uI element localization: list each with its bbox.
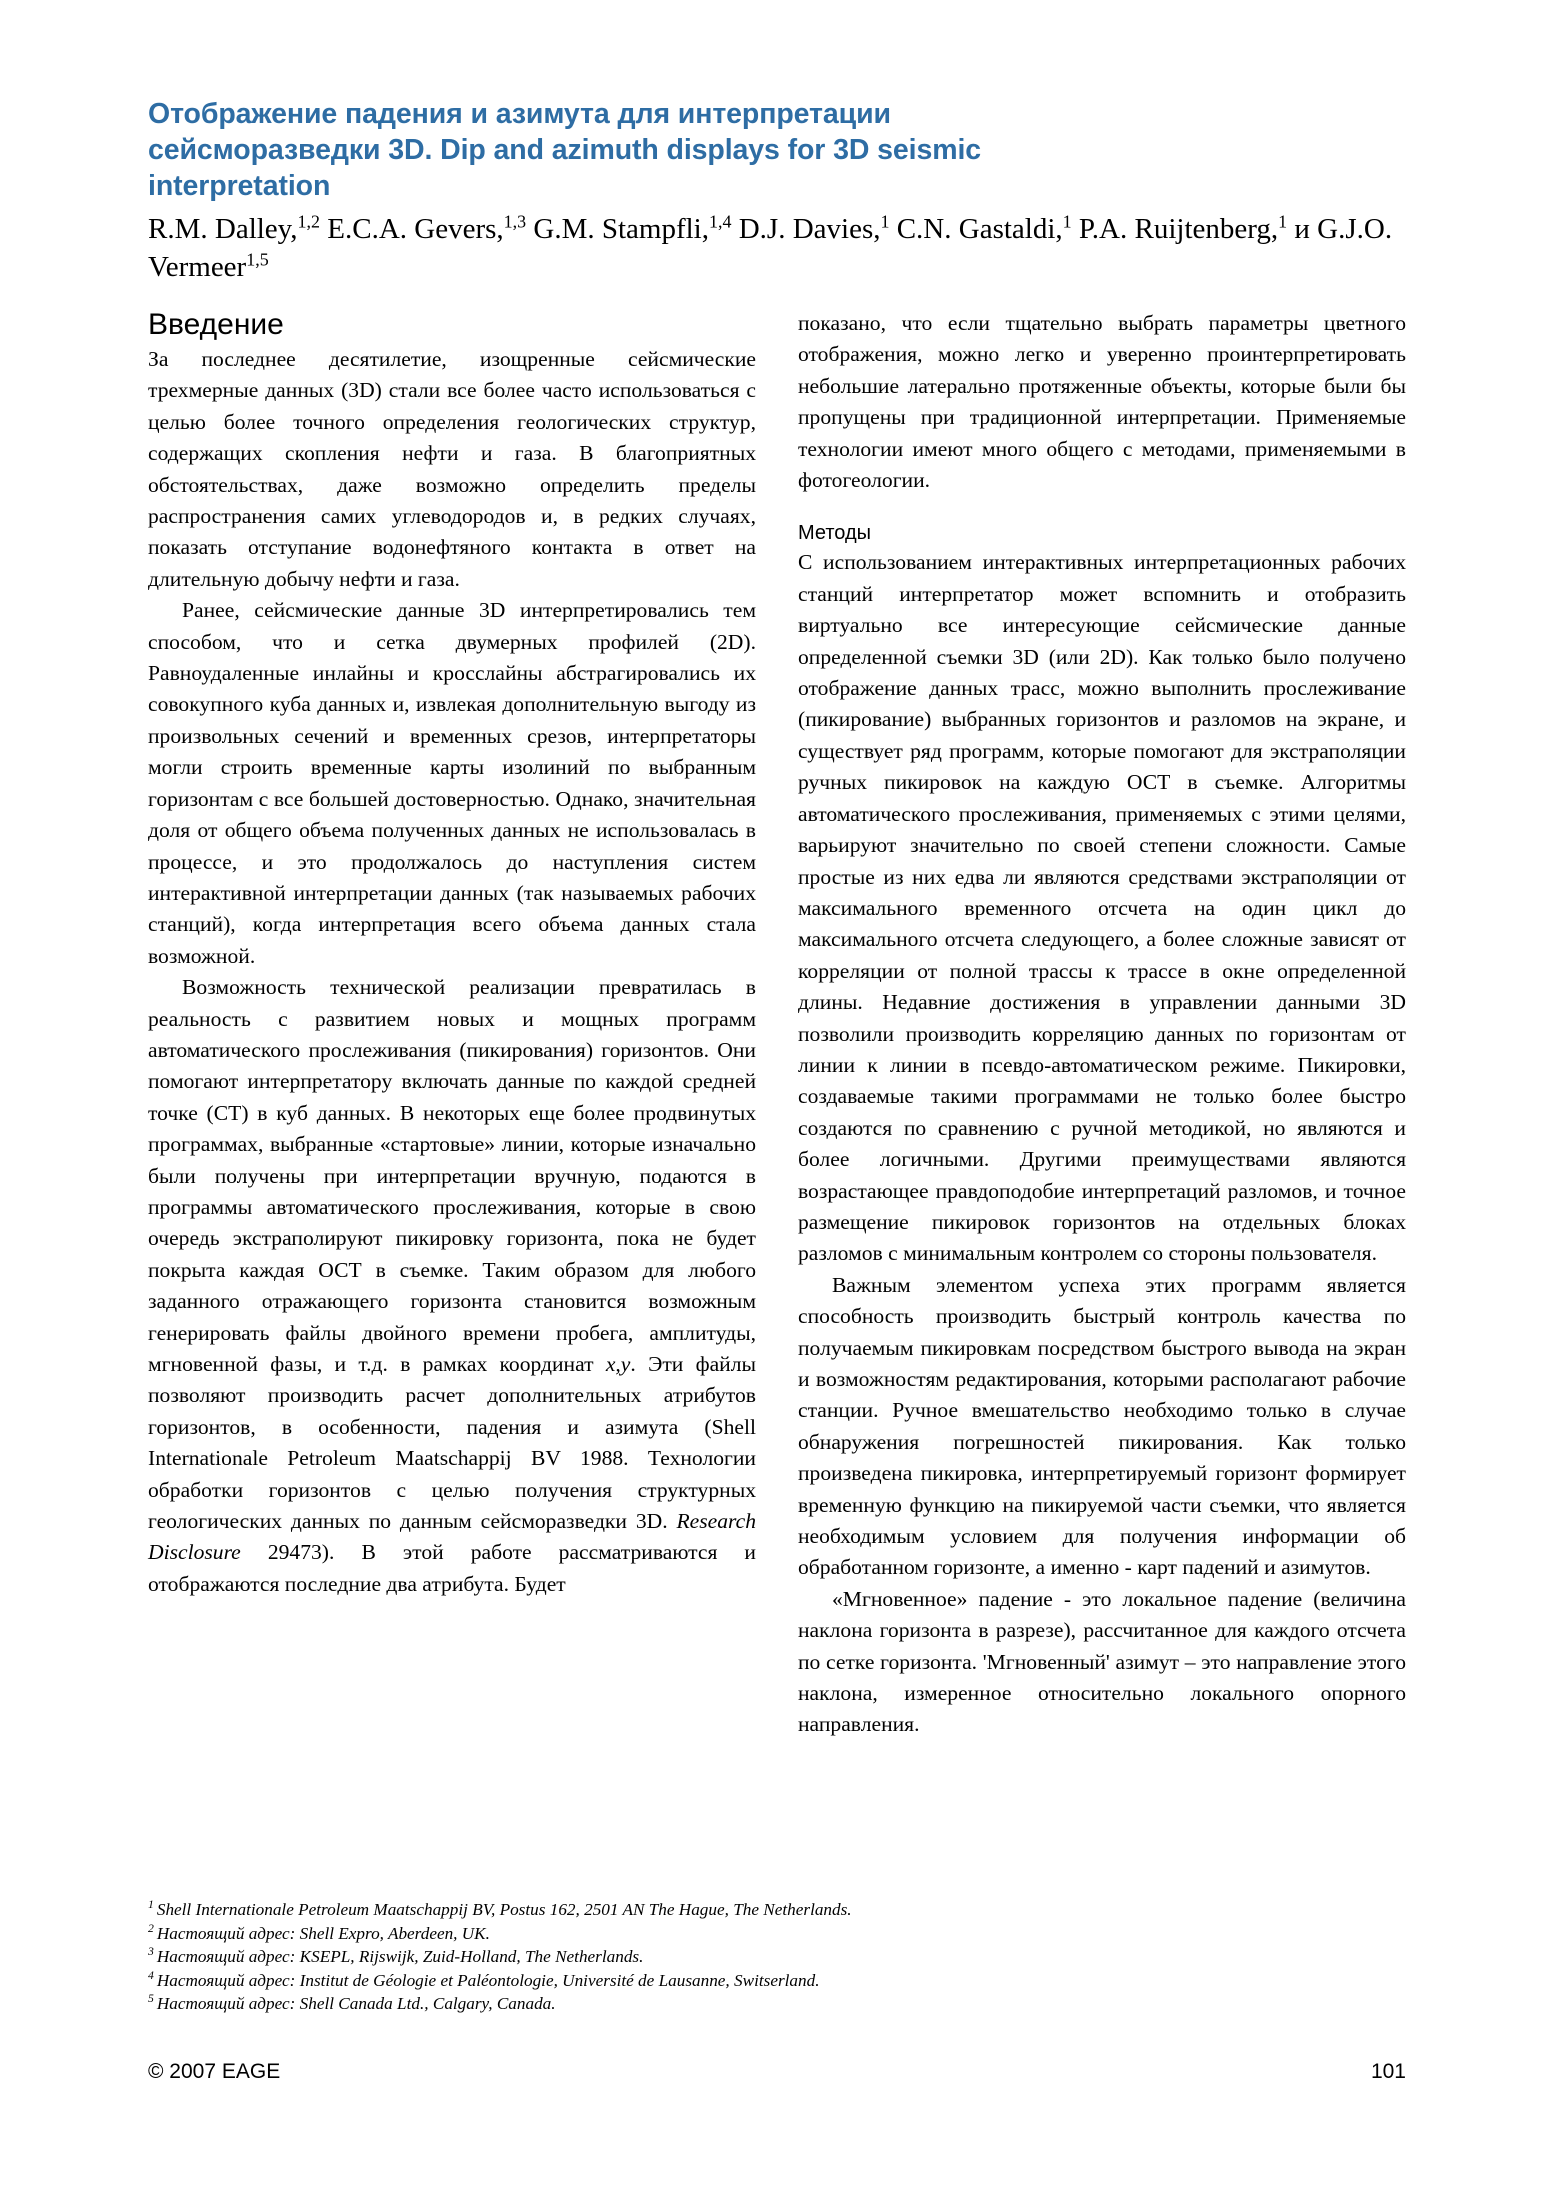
footnote-text: Настоящий адрес: KSEPL, Rijswijk, Zuid-Holland, The Netherlands.	[156, 1947, 644, 1966]
footnote-item	[148, 1969, 1406, 1993]
page-content	[148, 96, 1406, 1741]
page-footer	[148, 2060, 1406, 2084]
paragraph: показано, что если тщательно выбрать параметры цветного отображения, можно легко и уверенно проинтерпретировать небольшие латерально протяженные объекты, которые были бы пропущены при традиционной интерпретации. Применяемые технологии имеют много общего с методами, применяемыми в фотогеологии.	[798, 311, 1406, 493]
paragraph-with-italics	[148, 972, 756, 1600]
footnote-marker: 3	[148, 1945, 154, 1959]
footnote-text: Настоящий адрес: Institut de Géologie et Paléontologie, Université de Lausanne, Switserland.	[156, 1970, 820, 1990]
copyright-notice: © 2007 EAGE	[148, 2060, 281, 2083]
paragraph: Важным элементом успеха этих программ является способность производить быстрый контроль качества по получаемым пикировкам посредством быстрого вывода на экран и возможностям редактирования, которыми располагают рабочие станции. Ручное вмешательство необходимо только в случае обнаружения погрешностей пикирования. Как только произведена пикировка, интерпретируемый горизонт формирует временную функцию на пикируемой части съемки, что является необходимым условием для получения информации об обработанном горизонте, а именно - карт падений и азимутов.	[798, 1272, 1406, 1580]
paragraph: «Мгновенное» падение - это локальное падение (величина наклона горизонта в разрезе), рассчитанное для каждого отсчета по сетке горизонта. 'Мгновенный' азимут – это направление этого наклона, измеренное относительно локального опорного направления.	[798, 1586, 1406, 1737]
footnote-text: Настоящий адрес: Shell Canada Ltd., Calgary, Canada.	[156, 1994, 556, 2013]
page-number: 101	[1370, 2060, 1406, 2083]
paragraph: Ранее, сейсмические данные 3D интерпретировались тем способом, что и сетка двумерных профилей (2D). Равноудаленные инлайны и кросслайны абстрагировались их совокупного куба данных и, извлекая дополнительную выгоду из произвольных сечений и временных срезов, интерпретаторы могли строить временные карты изолиний по выбранным горизонтам с все большей достоверностью. Однако, значительная доля от общего объема полученных данных не использовалась в процессе, и это продолжалось до наступления систем интерактивной интерпретации данных (так называемых рабочих станций), когда интерпретация всего объема данных стала возможной.	[148, 598, 756, 968]
footnote-marker: 1	[148, 1898, 154, 1912]
page-title	[148, 96, 1108, 204]
author-list: R.M. Dalley,$^{1,2}$ E.C.A. Gevers,$^{1,3}$ G.M. Stampfli,$^{1,4}$ D.J. Davies,$^1$ C.N. Gastaldi,$^1$ P.A. Ruijtenberg,$^1$ и G.J.O. Vermeer$^{1,5}$	[148, 211, 1393, 283]
footnote-marker: 4	[148, 1968, 154, 1982]
footnote-item	[148, 1992, 1406, 2016]
footnote-text: Настоящий адрес: Shell Expro, Aberdeen, UK.	[156, 1923, 490, 1943]
body-columns	[148, 308, 1406, 1741]
title-line-3: interpretation	[148, 170, 331, 202]
section-heading-methods: Методы	[798, 522, 872, 545]
paragraph: За последнее десятилетие, изощренные сейсмические трехмерные данных (3D) стали все более часто использоваться с целью более точного определения геологических структур, содержащих скопления нефти и газа. В благоприятных обстоятельствах, даже возможно определить пределы распространения самих углеводородов и, в редких случаях, показать отступание водонефтяного контакта в ответ на длительную добычу нефти и газа.	[148, 347, 756, 591]
italic-coordinates: x,y	[605, 1352, 631, 1376]
footnote-marker: 2	[148, 1921, 154, 1935]
title-line-2: сейсморазведки 3D. Dip and azimuth displays for 3D seismic	[148, 134, 982, 166]
text-run: 29473). В этой работе рассматриваются и отображаются последние два атрибута. Будет	[148, 1540, 756, 1596]
italic-reference-title: Research Disclosure	[148, 1509, 756, 1565]
right-column	[798, 308, 1406, 1741]
footnote-item	[148, 1898, 1406, 1922]
footnote-item	[148, 1922, 1406, 1946]
footnote-marker: 5	[148, 1992, 154, 2006]
paragraph: С использованием интерактивных интерпретационных рабочих станций интерпретатор может вспомнить и отобразить виртуально все интересующие сейсмические данные определенной съемки 3D (или 2D). Как только было получено отображение данных трасс, можно выполнить прослеживание (пикирование) выбранных горизонтов и разломов на экране, и существует ряд программ, которые помогают для экстраполяции ручных пикировок на каждую ОСТ в съемке. Алгоритмы автоматического прослеживания, применяемых с этими целями, варьируют значительно по своей степени сложности. Самые простые из них едва ли являются средствами экстраполяции от максимального временного отсчета на один цикл до максимального отсчета следующего, а более сложные зависят от корреляции от полной трассы к трассе в окне определенной длины. Недавние достижения в управлении данными 3D позволили производить корреляцию данных по горизонтам от линии к линии в псевдо-автоматическом режиме. Пикировки, создаваемые такими программами не только более быстро создаются по сравнению с ручной методикой, но являются и более логичными. Другими преимуществами являются возрастающее правдоподобие интерпретаций разломов, и точное размещение пикировок горизонтов на отдельных блоках разломов с минимальным контролем со стороны пользователя.	[798, 550, 1406, 1266]
title-line-1: Отображение падения и азимута для интерпретации	[148, 98, 891, 130]
footnote-text: Shell Internationale Petroleum Maatschappij BV, Postus 162, 2501 AN The Hague, The Netherlands.	[156, 1900, 852, 1919]
text-run: . Эти файлы позволяют производить расчет дополнительных атрибутов горизонтов, в особенности, падения и азимута (Shell Internationale Petroleum Maatschappij BV 1988. Технологии обработки горизонтов с целью получения структурных геологических данных по данным сейсморазведки 3D.	[148, 1352, 756, 1534]
column-spacer	[798, 496, 1406, 520]
section-heading-introduction: Введение	[148, 308, 284, 341]
footnote-list	[148, 1898, 1406, 2016]
left-column	[148, 308, 756, 1600]
text-run: Возможность технической реализации превратилась в реальность с развитием новых и мощных программ автоматического прослеживания (пикирования) горизонтов. Они помогают интерпретатору включать данные по каждой средней точке (СТ) в куб данных. В некоторых еще более продвинутых программах, выбранные «стартовые» линии, которые изначально были получены при интерпретации вручную, подаются в программы автоматического прослеживания, которые в свою очередь экстраполируют пикировку горизонта, пока не будет покрыта каждая ОСТ в съемке. Таким образом для любого заданного отражающего горизонта становится возможным генерировать файлы двойного времени пробега, амплитуды, мгновенной фазы, и т.д. в рамках координат	[148, 975, 756, 1376]
footnote-item	[148, 1945, 1406, 1969]
